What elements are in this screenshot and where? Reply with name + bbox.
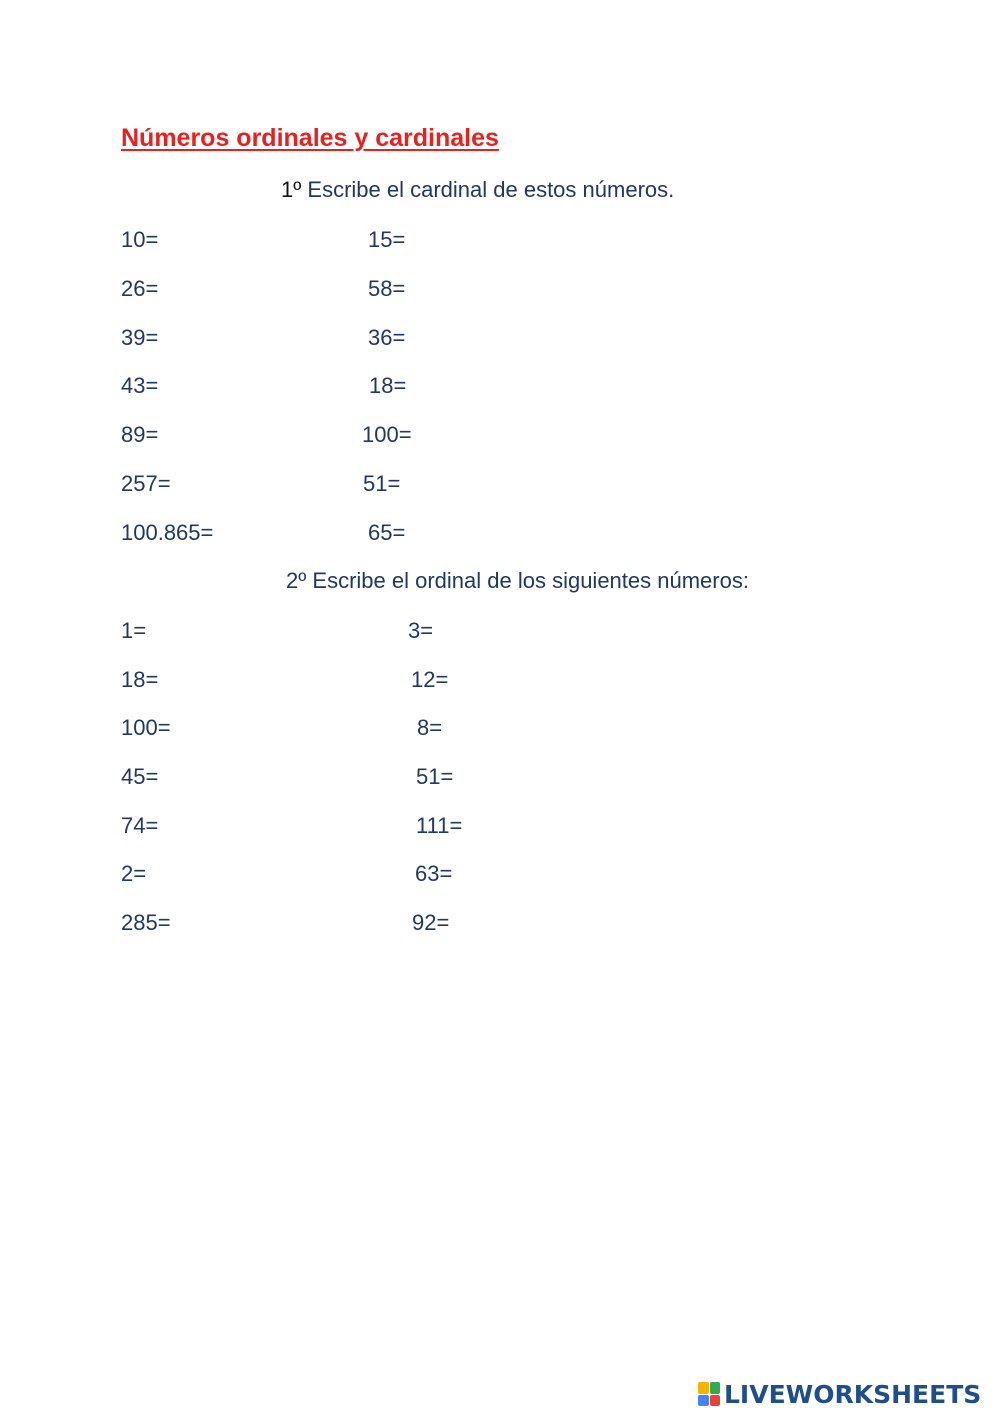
liveworksheets-logo-icon xyxy=(698,1382,720,1406)
ordinal-item: 12= xyxy=(411,667,449,692)
ordinal-item: 92= xyxy=(412,910,450,935)
section1-instruction-text: Escribe el cardinal de estos números. xyxy=(301,177,675,202)
section2-instruction-text: Escribe el ordinal de los siguientes números: xyxy=(306,568,749,593)
ordinal-item: 285= xyxy=(121,910,171,935)
cardinal-item: 65= xyxy=(368,520,406,545)
cardinal-item: 26= xyxy=(121,276,159,301)
cardinal-item: 43= xyxy=(121,373,159,398)
ordinal-item: 63= xyxy=(415,861,453,886)
cardinal-item: 257= xyxy=(121,471,171,496)
section1-instruction xyxy=(281,177,674,203)
liveworksheets-brand[interactable] xyxy=(698,1377,981,1411)
page-title: Números ordinales y cardinales xyxy=(121,124,499,152)
logo-square-green xyxy=(710,1382,721,1394)
ordinal-item: 8= xyxy=(417,715,443,740)
ordinal-item: 3= xyxy=(408,618,434,643)
brand-name: LIVEWORKSHEETS xyxy=(724,1379,982,1409)
ordinal-item: 111= xyxy=(416,813,463,838)
ordinal-item: 51= xyxy=(416,764,454,789)
cardinal-item: 36= xyxy=(368,325,406,350)
cardinal-item: 100= xyxy=(362,422,412,447)
ordinal-item: 74= xyxy=(121,813,159,838)
section2-instruction xyxy=(286,568,749,594)
ordinal-item: 1= xyxy=(121,618,147,643)
cardinal-item: 39= xyxy=(121,325,159,350)
ordinal-item: 18= xyxy=(121,667,159,692)
cardinal-item: 51= xyxy=(363,471,401,496)
section2-number: 2º xyxy=(286,568,307,593)
cardinal-item: 58= xyxy=(368,276,406,301)
cardinal-item: 15= xyxy=(368,227,406,252)
section1-number: 1º xyxy=(281,177,302,202)
ordinal-item: 45= xyxy=(121,764,159,789)
ordinal-item: 100= xyxy=(121,715,171,740)
logo-square-yellow xyxy=(698,1382,709,1394)
logo-square-blue xyxy=(698,1395,709,1407)
ordinal-item: 2= xyxy=(121,861,147,886)
logo-square-red xyxy=(710,1395,721,1407)
cardinal-item: 18= xyxy=(369,373,407,398)
cardinal-item: 89= xyxy=(121,422,159,447)
cardinal-item: 100.865= xyxy=(121,520,214,545)
cardinal-item: 10= xyxy=(121,227,159,252)
